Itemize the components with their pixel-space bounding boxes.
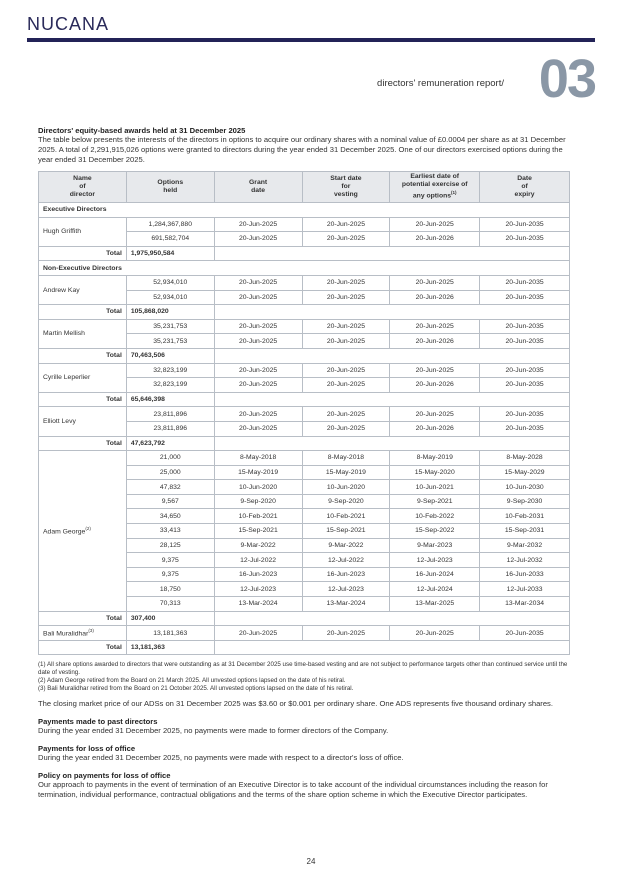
options-cell: 28,125 [126, 538, 214, 553]
expiry-cell: 20-Jun-2035 [480, 626, 570, 641]
footnote-1: (1) All share options awarded to directors that were outstanding as at 31 December 2025 use time-based vesting and are not subject to performance targets other than continued service until the date of vesting. [38, 661, 568, 677]
start-cell: 20-Jun-2025 [302, 217, 390, 232]
grant-cell: 10-Jun-2020 [214, 480, 302, 495]
expiry-cell: 9-Mar-2032 [480, 538, 570, 553]
options-cell: 32,823,199 [126, 363, 214, 378]
footnotes [38, 661, 570, 693]
earliest-cell: 20-Jun-2025 [390, 217, 480, 232]
header-earliest: Earliest date of potential exercise of any options$^{(1)}$ [390, 172, 480, 203]
start-cell: 15-May-2019 [302, 465, 390, 480]
total-row [39, 436, 570, 451]
closing-price-text: The closing market price of our ADSs on 31 December 2025 was $3.60 or $0.001 per ordinary share. One ADS represents five thousand ordinary shares. [38, 699, 553, 709]
table-row [39, 217, 570, 232]
expiry-cell: 8-May-2028 [480, 451, 570, 466]
options-cell: 33,413 [126, 524, 214, 539]
header-start: Start date for vesting [302, 172, 390, 203]
earliest-cell: 8-May-2019 [390, 451, 480, 466]
total-row [39, 392, 570, 407]
earliest-cell: 20-Jun-2025 [390, 319, 480, 334]
director-name: Cyrille Leperlier [39, 363, 127, 392]
total-value: 65,646,398 [126, 392, 214, 407]
table-header-row [39, 172, 570, 203]
policy-title: Policy on payments for loss of office [38, 771, 171, 781]
earliest-cell: 15-May-2020 [390, 465, 480, 480]
earliest-cell: 15-Sep-2022 [390, 524, 480, 539]
grant-cell: 10-Feb-2021 [214, 509, 302, 524]
expiry-cell: 10-Jun-2030 [480, 480, 570, 495]
expiry-cell: 9-Sep-2030 [480, 494, 570, 509]
loss-office-title: Payments for loss of office [38, 744, 136, 754]
grant-cell: 13-Mar-2024 [214, 597, 302, 612]
grant-cell: 12-Jul-2022 [214, 553, 302, 568]
grant-cell: 20-Jun-2025 [214, 421, 302, 436]
grant-cell: 20-Jun-2025 [214, 334, 302, 349]
options-cell: 47,832 [126, 480, 214, 495]
director-name: Elliott Levy [39, 407, 127, 436]
table-row [39, 319, 570, 334]
earliest-cell: 13-Mar-2025 [390, 597, 480, 612]
past-directors-title: Payments made to past directors [38, 717, 158, 727]
earliest-cell: 9-Sep-2021 [390, 494, 480, 509]
options-cell: 34,650 [126, 509, 214, 524]
options-cell: 70,313 [126, 597, 214, 612]
earliest-cell: 16-Jun-2024 [390, 567, 480, 582]
total-value: 307,400 [126, 611, 214, 626]
start-cell: 20-Jun-2025 [302, 275, 390, 290]
options-cell: 691,582,704 [126, 232, 214, 247]
table-row [39, 451, 570, 466]
expiry-cell: 12-Jul-2032 [480, 553, 570, 568]
expiry-cell: 20-Jun-2035 [480, 407, 570, 422]
earliest-cell: 10-Feb-2022 [390, 509, 480, 524]
options-cell: 35,231,753 [126, 334, 214, 349]
expiry-cell: 20-Jun-2035 [480, 363, 570, 378]
director-name: Hugh Griffith [39, 217, 127, 246]
earliest-cell: 20-Jun-2025 [390, 407, 480, 422]
total-label: Total [39, 611, 127, 626]
company-logo: NUCANA [27, 14, 110, 34]
start-cell: 16-Jun-2023 [302, 567, 390, 582]
header-options: Options held [126, 172, 214, 203]
options-cell: 18,750 [126, 582, 214, 597]
start-cell: 9-Mar-2022 [302, 538, 390, 553]
total-value: 47,623,792 [126, 436, 214, 451]
grant-cell: 9-Mar-2022 [214, 538, 302, 553]
start-cell: 20-Jun-2025 [302, 626, 390, 641]
table-row [39, 626, 570, 641]
grant-cell: 9-Sep-2020 [214, 494, 302, 509]
grant-cell: 20-Jun-2025 [214, 217, 302, 232]
expiry-cell: 15-Sep-2031 [480, 524, 570, 539]
total-value: 13,181,363 [126, 640, 214, 655]
options-cell: 23,811,896 [126, 407, 214, 422]
options-cell: 9,375 [126, 553, 214, 568]
grant-cell: 20-Jun-2025 [214, 378, 302, 393]
options-cell: 35,231,753 [126, 319, 214, 334]
section-row [39, 261, 570, 276]
expiry-cell: 13-Mar-2034 [480, 597, 570, 612]
expiry-cell: 20-Jun-2035 [480, 334, 570, 349]
start-cell: 10-Feb-2021 [302, 509, 390, 524]
grant-cell: 20-Jun-2025 [214, 363, 302, 378]
table-row [39, 275, 570, 290]
start-cell: 20-Jun-2025 [302, 319, 390, 334]
start-cell: 20-Jun-2025 [302, 334, 390, 349]
options-cell: 9,567 [126, 494, 214, 509]
grant-cell: 15-Sep-2021 [214, 524, 302, 539]
start-cell: 12-Jul-2023 [302, 582, 390, 597]
table-row [39, 407, 570, 422]
earliest-cell: 20-Jun-2026 [390, 334, 480, 349]
total-value: 70,463,506 [126, 348, 214, 363]
header-expiry: Date of expiry [480, 172, 570, 203]
grant-cell: 20-Jun-2025 [214, 626, 302, 641]
expiry-cell: 16-Jun-2033 [480, 567, 570, 582]
director-name: Andrew Kay [39, 275, 127, 304]
total-row [39, 305, 570, 320]
loss-office-text: During the year ended 31 December 2025, no payments were made with respect to a director's loss of office. [38, 753, 404, 763]
policy-text: Our approach to payments in the event of termination of an Executive Director is to take account of the individual circumstances including the reason for termination, individual performance, contractual obligations and the terms of the share option scheme in which the Executive Director participates. [38, 780, 548, 800]
past-directors-text: During the year ended 31 December 2025, no payments were made to former directors of the Company. [38, 726, 389, 736]
start-cell: 20-Jun-2025 [302, 232, 390, 247]
expiry-cell: 20-Jun-2035 [480, 217, 570, 232]
page-number: 24 [306, 857, 316, 866]
section-label: directors' remuneration report/ [377, 78, 504, 89]
total-label: Total [39, 392, 127, 407]
earliest-cell: 10-Jun-2021 [390, 480, 480, 495]
header-name: Name of director [39, 172, 127, 203]
total-value: 105,868,020 [126, 305, 214, 320]
total-row [39, 348, 570, 363]
options-cell: 23,811,896 [126, 421, 214, 436]
options-cell: 1,284,367,880 [126, 217, 214, 232]
total-label: Total [39, 246, 127, 261]
grant-cell: 16-Jun-2023 [214, 567, 302, 582]
grant-cell: 8-May-2018 [214, 451, 302, 466]
start-cell: 20-Jun-2025 [302, 421, 390, 436]
total-row [39, 246, 570, 261]
footnote-3: (3) Bali Muralidhar retired from the Board on 21 October 2025. All unvested options lapsed on the date of his retiral. [38, 685, 354, 693]
earliest-cell: 20-Jun-2026 [390, 378, 480, 393]
section-executive: Executive Directors [39, 203, 570, 218]
expiry-cell: 10-Feb-2031 [480, 509, 570, 524]
options-cell: 13,181,363 [126, 626, 214, 641]
awards-table [38, 171, 570, 655]
earliest-cell: 12-Jul-2024 [390, 582, 480, 597]
options-cell: 21,000 [126, 451, 214, 466]
options-cell: 52,934,010 [126, 275, 214, 290]
start-cell: 15-Sep-2021 [302, 524, 390, 539]
total-label: Total [39, 436, 127, 451]
options-cell: 52,934,010 [126, 290, 214, 305]
grant-cell: 12-Jul-2023 [214, 582, 302, 597]
earliest-cell: 20-Jun-2025 [390, 363, 480, 378]
start-cell: 12-Jul-2022 [302, 553, 390, 568]
expiry-cell: 20-Jun-2035 [480, 232, 570, 247]
expiry-cell: 12-Jul-2033 [480, 582, 570, 597]
section-nonexecutive: Non-Executive Directors [39, 261, 570, 276]
director-name: Bali Muralidhar$^{(3)}$ [39, 626, 127, 641]
total-value: 1,975,950,584 [126, 246, 214, 261]
earliest-cell: 20-Jun-2025 [390, 275, 480, 290]
start-cell: 20-Jun-2025 [302, 407, 390, 422]
total-row [39, 640, 570, 655]
expiry-cell: 15-May-2029 [480, 465, 570, 480]
grant-cell: 20-Jun-2025 [214, 232, 302, 247]
header-bar [27, 38, 595, 42]
options-cell: 9,375 [126, 567, 214, 582]
grant-cell: 20-Jun-2025 [214, 290, 302, 305]
grant-cell: 20-Jun-2025 [214, 319, 302, 334]
total-label: Total [39, 305, 127, 320]
start-cell: 8-May-2018 [302, 451, 390, 466]
options-cell: 32,823,199 [126, 378, 214, 393]
awards-title: Directors' equity-based awards held at 31 December 2025 [38, 126, 246, 135]
section-number: 03 [538, 49, 595, 109]
earliest-cell: 20-Jun-2026 [390, 290, 480, 305]
main-content [38, 126, 570, 800]
start-cell: 20-Jun-2025 [302, 290, 390, 305]
expiry-cell: 20-Jun-2035 [480, 421, 570, 436]
start-cell: 20-Jun-2025 [302, 363, 390, 378]
options-cell: 25,000 [126, 465, 214, 480]
header-grant: Grant date [214, 172, 302, 203]
earliest-cell: 20-Jun-2025 [390, 626, 480, 641]
earliest-cell: 20-Jun-2026 [390, 232, 480, 247]
section-row [39, 203, 570, 218]
earliest-cell: 12-Jul-2023 [390, 553, 480, 568]
director-name: Adam George$^{(2)}$ [39, 451, 127, 612]
expiry-cell: 20-Jun-2035 [480, 275, 570, 290]
start-cell: 10-Jun-2020 [302, 480, 390, 495]
table-row [39, 363, 570, 378]
expiry-cell: 20-Jun-2035 [480, 319, 570, 334]
total-label: Total [39, 348, 127, 363]
grant-cell: 15-May-2019 [214, 465, 302, 480]
earliest-cell: 9-Mar-2023 [390, 538, 480, 553]
start-cell: 20-Jun-2025 [302, 378, 390, 393]
grant-cell: 20-Jun-2025 [214, 275, 302, 290]
earliest-cell: 20-Jun-2026 [390, 421, 480, 436]
start-cell: 13-Mar-2024 [302, 597, 390, 612]
awards-intro: The table below presents the interests of the directors in options to acquire our ordinary shares with a nominal value of £0.0004 per share as at 31 December 2025. A total of 2,291,915,026 options were granted to directors during the year ended 31 December 2025. One of our directors exercised options during the year ended 31 December 2025. [38, 135, 566, 164]
start-cell: 9-Sep-2020 [302, 494, 390, 509]
total-label: Total [39, 640, 127, 655]
total-row [39, 611, 570, 626]
director-name: Martin Mellish [39, 319, 127, 348]
grant-cell: 20-Jun-2025 [214, 407, 302, 422]
expiry-cell: 20-Jun-2035 [480, 378, 570, 393]
footnote-2: (2) Adam George retired from the Board on 21 March 2025. All unvested options lapsed on the date of his retiral. [38, 677, 346, 685]
expiry-cell: 20-Jun-2035 [480, 290, 570, 305]
